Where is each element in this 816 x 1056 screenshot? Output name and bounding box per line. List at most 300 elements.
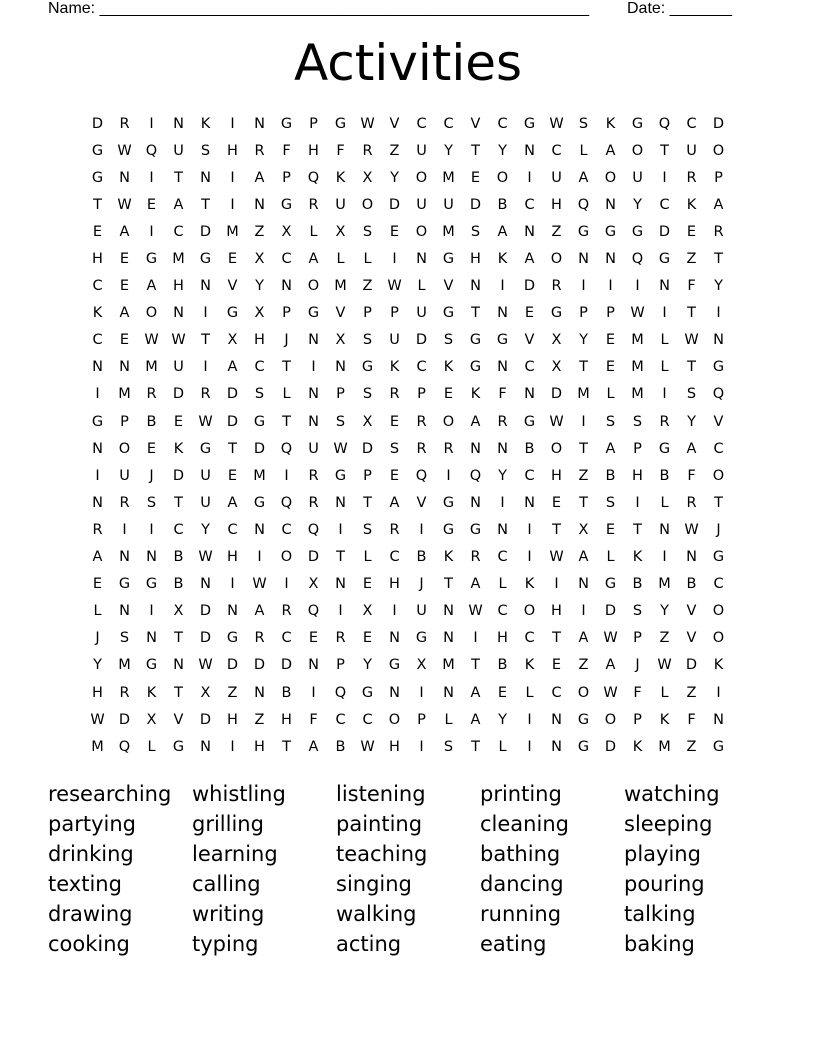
grid-letter[interactable]: D [172, 386, 185, 403]
grid-letter[interactable]: H [389, 576, 400, 593]
grid-letter[interactable]: G [91, 169, 104, 186]
grid-letter[interactable]: S [362, 386, 373, 403]
grid-letter[interactable]: C [281, 630, 292, 647]
grid-letter[interactable]: K [686, 196, 697, 213]
grid-letter[interactable]: G [172, 738, 185, 755]
grid-letter[interactable]: U [416, 142, 427, 159]
grid-letter[interactable]: G [604, 223, 617, 240]
grid-letter[interactable]: X [335, 223, 346, 240]
grid-letter[interactable]: I [527, 521, 532, 538]
grid-letter[interactable]: R [686, 494, 697, 511]
grid-letter[interactable]: H [227, 711, 238, 728]
grid-letter[interactable]: N [308, 657, 319, 674]
grid-letter[interactable]: D [199, 603, 212, 620]
grid-letter[interactable]: Z [551, 223, 562, 240]
grid-letter[interactable]: I [311, 684, 316, 701]
grid-letter[interactable]: Z [578, 467, 589, 484]
grid-letter[interactable]: S [686, 386, 697, 403]
grid-letter[interactable]: I [473, 630, 478, 647]
grid-letter[interactable]: B [173, 576, 184, 593]
grid-letter[interactable]: I [203, 305, 208, 322]
grid-letter[interactable]: D [226, 386, 239, 403]
grid-letter[interactable]: E [686, 223, 697, 240]
grid-letter[interactable]: T [579, 494, 588, 511]
grid-letter[interactable]: O [712, 630, 725, 647]
grid-letter[interactable]: I [581, 603, 586, 620]
grid-letter[interactable]: I [230, 115, 235, 132]
grid-letter[interactable]: D [388, 196, 401, 213]
grid-letter[interactable]: T [174, 169, 183, 186]
grid-letter[interactable]: G [388, 657, 401, 674]
grid-letter[interactable]: N [200, 169, 211, 186]
grid-letter[interactable]: P [309, 115, 318, 132]
grid-letter[interactable]: A [119, 305, 130, 322]
grid-letter[interactable]: I [230, 169, 235, 186]
grid-letter[interactable]: Q [280, 440, 293, 457]
grid-letter[interactable]: M [631, 332, 644, 349]
grid-letter[interactable]: D [226, 413, 239, 430]
grid-letter[interactable]: P [363, 467, 372, 484]
grid-letter[interactable]: G [253, 494, 266, 511]
grid-letter[interactable]: E [362, 630, 373, 647]
grid-letter[interactable]: C [686, 115, 697, 132]
grid-letter[interactable]: R [686, 169, 697, 186]
grid-letter[interactable]: B [281, 684, 292, 701]
grid-letter[interactable]: X [227, 332, 238, 349]
grid-letter[interactable]: N [524, 223, 535, 240]
grid-letter[interactable]: B [146, 413, 157, 430]
grid-letter[interactable]: Q [712, 386, 725, 403]
grid-letter[interactable]: I [527, 711, 532, 728]
grid-letter[interactable]: S [362, 223, 373, 240]
grid-letter[interactable]: J [635, 657, 640, 674]
grid-letter[interactable]: R [659, 413, 670, 430]
grid-letter[interactable]: O [118, 440, 131, 457]
grid-letter[interactable]: O [550, 251, 563, 268]
grid-letter[interactable]: W [90, 711, 105, 728]
grid-letter[interactable]: Q [307, 169, 320, 186]
grid-letter[interactable]: K [524, 657, 535, 674]
grid-letter[interactable]: S [200, 142, 211, 159]
grid-letter[interactable]: S [254, 386, 265, 403]
grid-letter[interactable]: P [633, 630, 642, 647]
grid-letter[interactable]: K [335, 169, 346, 186]
grid-letter[interactable]: X [173, 603, 184, 620]
grid-letter[interactable]: Z [659, 630, 670, 647]
grid-letter[interactable]: Z [578, 657, 589, 674]
grid-letter[interactable]: N [497, 440, 508, 457]
grid-letter[interactable]: M [91, 738, 104, 755]
grid-letter[interactable]: F [309, 711, 318, 728]
grid-letter[interactable]: W [333, 440, 348, 457]
grid-letter[interactable]: L [93, 603, 102, 620]
grid-letter[interactable]: I [149, 223, 154, 240]
grid-letter[interactable]: T [660, 142, 669, 159]
grid-letter[interactable]: W [387, 278, 402, 295]
grid-letter[interactable]: U [200, 494, 211, 511]
grid-letter[interactable]: D [361, 440, 374, 457]
grid-letter[interactable]: V [389, 115, 400, 132]
grid-letter[interactable]: N [443, 684, 454, 701]
grid-letter[interactable]: L [417, 278, 426, 295]
grid-letter[interactable]: H [173, 278, 184, 295]
grid-letter[interactable]: H [551, 196, 562, 213]
grid-letter[interactable]: Y [201, 521, 210, 538]
grid-letter[interactable]: A [713, 196, 724, 213]
grid-letter[interactable]: R [551, 278, 562, 295]
grid-letter[interactable]: Y [714, 278, 723, 295]
grid-letter[interactable]: M [226, 223, 239, 240]
grid-letter[interactable]: X [335, 332, 346, 349]
grid-letter[interactable]: N [200, 278, 211, 295]
grid-letter[interactable]: N [578, 251, 589, 268]
grid-letter[interactable]: N [119, 169, 130, 186]
grid-letter[interactable]: I [662, 549, 667, 566]
grid-letter[interactable]: U [632, 169, 643, 186]
grid-letter[interactable]: I [527, 738, 532, 755]
grid-letter[interactable]: A [470, 576, 481, 593]
grid-letter[interactable]: Y [579, 332, 588, 349]
grid-letter[interactable]: K [173, 440, 184, 457]
grid-letter[interactable]: N [173, 115, 184, 132]
grid-letter[interactable]: K [659, 711, 670, 728]
grid-letter[interactable]: Y [498, 142, 507, 159]
grid-letter[interactable]: I [338, 521, 343, 538]
grid-letter[interactable]: R [497, 413, 508, 430]
grid-letter[interactable]: M [145, 359, 158, 376]
grid-letter[interactable]: G [280, 196, 293, 213]
grid-letter[interactable]: H [227, 549, 238, 566]
grid-letter[interactable]: I [149, 115, 154, 132]
grid-letter[interactable]: L [498, 576, 507, 593]
grid-letter[interactable]: B [335, 738, 346, 755]
grid-letter[interactable]: C [416, 115, 427, 132]
grid-letter[interactable]: P [714, 169, 723, 186]
grid-letter[interactable]: D [172, 467, 185, 484]
grid-letter[interactable]: I [662, 169, 667, 186]
grid-letter[interactable]: I [527, 169, 532, 186]
grid-letter[interactable]: E [146, 196, 157, 213]
grid-letter[interactable]: A [389, 494, 400, 511]
grid-letter[interactable]: W [549, 413, 564, 430]
grid-letter[interactable]: M [172, 251, 185, 268]
grid-letter[interactable]: T [687, 305, 696, 322]
grid-letter[interactable]: C [335, 711, 346, 728]
grid-letter[interactable]: T [174, 494, 183, 511]
grid-letter[interactable]: D [253, 657, 266, 674]
grid-letter[interactable]: V [173, 711, 184, 728]
grid-letter[interactable]: T [714, 494, 723, 511]
grid-letter[interactable]: B [605, 467, 616, 484]
grid-letter[interactable]: Y [444, 142, 453, 159]
grid-letter[interactable]: W [117, 142, 132, 159]
grid-letter[interactable]: M [334, 278, 347, 295]
grid-letter[interactable]: D [658, 223, 671, 240]
grid-letter[interactable]: M [118, 657, 131, 674]
grid-letter[interactable]: I [95, 467, 100, 484]
grid-letter[interactable]: T [228, 440, 237, 457]
grid-letter[interactable]: I [257, 549, 262, 566]
grid-letter[interactable]: X [551, 359, 562, 376]
grid-letter[interactable]: N [308, 386, 319, 403]
grid-letter[interactable]: A [254, 169, 265, 186]
grid-letter[interactable]: O [442, 413, 455, 430]
grid-letter[interactable]: L [660, 332, 669, 349]
grid-letter[interactable]: D [604, 738, 617, 755]
grid-letter[interactable]: T [579, 440, 588, 457]
grid-letter[interactable]: I [716, 305, 721, 322]
grid-letter[interactable]: X [362, 169, 373, 186]
grid-letter[interactable]: V [524, 332, 535, 349]
grid-letter[interactable]: I [311, 359, 316, 376]
grid-letter[interactable]: N [389, 684, 400, 701]
grid-letter[interactable]: W [198, 413, 213, 430]
grid-letter[interactable]: A [578, 169, 589, 186]
grid-letter[interactable]: C [497, 549, 508, 566]
grid-letter[interactable]: P [633, 711, 642, 728]
grid-letter[interactable]: N [119, 549, 130, 566]
grid-letter[interactable]: C [416, 359, 427, 376]
grid-letter[interactable]: D [280, 657, 293, 674]
grid-letter[interactable]: A [497, 223, 508, 240]
grid-letter[interactable]: M [442, 657, 455, 674]
grid-letter[interactable]: B [686, 576, 697, 593]
grid-letter[interactable]: W [360, 738, 375, 755]
grid-letter[interactable]: P [390, 305, 399, 322]
grid-letter[interactable]: E [119, 332, 130, 349]
grid-letter[interactable]: W [603, 684, 618, 701]
grid-letter[interactable]: O [496, 169, 509, 186]
grid-letter[interactable]: D [118, 711, 131, 728]
grid-letter[interactable]: A [605, 657, 616, 674]
grid-letter[interactable]: N [200, 738, 211, 755]
grid-letter[interactable]: G [631, 223, 644, 240]
grid-letter[interactable]: E [497, 684, 508, 701]
grid-letter[interactable]: K [443, 359, 454, 376]
grid-letter[interactable]: E [92, 576, 103, 593]
grid-letter[interactable]: P [120, 413, 129, 430]
grid-letter[interactable]: W [549, 549, 564, 566]
grid-letter[interactable]: N [470, 278, 481, 295]
grid-letter[interactable]: D [415, 332, 428, 349]
grid-letter[interactable]: I [284, 576, 289, 593]
grid-letter[interactable]: H [92, 251, 103, 268]
grid-letter[interactable]: T [471, 738, 480, 755]
grid-letter[interactable]: N [686, 549, 697, 566]
grid-letter[interactable]: C [551, 684, 562, 701]
grid-letter[interactable]: R [443, 440, 454, 457]
grid-letter[interactable]: N [254, 196, 265, 213]
grid-letter[interactable]: Q [145, 142, 158, 159]
grid-letter[interactable]: L [525, 684, 534, 701]
grid-letter[interactable]: K [632, 549, 643, 566]
grid-letter[interactable]: I [662, 305, 667, 322]
grid-letter[interactable]: G [469, 332, 482, 349]
grid-letter[interactable]: A [308, 738, 319, 755]
grid-letter[interactable]: S [362, 521, 373, 538]
grid-letter[interactable]: G [469, 521, 482, 538]
grid-letter[interactable]: M [658, 738, 671, 755]
grid-letter[interactable]: R [119, 115, 130, 132]
grid-letter[interactable]: L [660, 684, 669, 701]
grid-letter[interactable]: R [254, 142, 265, 159]
grid-letter[interactable]: A [470, 413, 481, 430]
grid-letter[interactable]: J [284, 332, 289, 349]
grid-letter[interactable]: I [500, 494, 505, 511]
grid-letter[interactable]: K [605, 115, 616, 132]
grid-letter[interactable]: R [389, 521, 400, 538]
grid-letter[interactable]: X [578, 521, 589, 538]
grid-letter[interactable]: I [203, 359, 208, 376]
grid-letter[interactable]: D [199, 223, 212, 240]
grid-letter[interactable]: G [199, 440, 212, 457]
grid-letter[interactable]: E [362, 576, 373, 593]
grid-letter[interactable]: L [660, 359, 669, 376]
grid-letter[interactable]: O [415, 169, 428, 186]
grid-letter[interactable]: U [335, 196, 346, 213]
grid-letter[interactable]: P [417, 386, 426, 403]
grid-letter[interactable]: A [227, 494, 238, 511]
grid-letter[interactable]: B [632, 576, 643, 593]
grid-letter[interactable]: F [498, 386, 507, 403]
grid-letter[interactable]: F [687, 278, 696, 295]
grid-letter[interactable]: F [336, 142, 345, 159]
grid-letter[interactable]: F [687, 711, 696, 728]
grid-letter[interactable]: T [444, 576, 453, 593]
grid-letter[interactable]: I [338, 603, 343, 620]
grid-letter[interactable]: N [227, 603, 238, 620]
grid-letter[interactable]: J [419, 576, 424, 593]
grid-letter[interactable]: D [712, 115, 725, 132]
grid-letter[interactable]: O [631, 142, 644, 159]
grid-letter[interactable]: C [227, 521, 238, 538]
grid-letter[interactable]: G [334, 115, 347, 132]
grid-letter[interactable]: Z [389, 142, 400, 159]
grid-letter[interactable]: A [146, 278, 157, 295]
grid-letter[interactable]: R [416, 440, 427, 457]
grid-letter[interactable]: X [281, 223, 292, 240]
grid-letter[interactable]: S [119, 630, 130, 647]
grid-letter[interactable]: G [145, 576, 158, 593]
grid-letter[interactable]: Q [631, 251, 644, 268]
grid-letter[interactable]: N [254, 684, 265, 701]
grid-letter[interactable]: Z [686, 251, 697, 268]
grid-letter[interactable]: I [446, 467, 451, 484]
grid-letter[interactable]: G [199, 251, 212, 268]
grid-letter[interactable]: V [443, 278, 454, 295]
grid-letter[interactable]: A [173, 196, 184, 213]
grid-letter[interactable]: E [605, 521, 616, 538]
grid-letter[interactable]: Z [227, 684, 238, 701]
grid-letter[interactable]: C [362, 711, 373, 728]
grid-letter[interactable]: P [363, 305, 372, 322]
grid-letter[interactable]: O [388, 711, 401, 728]
grid-letter[interactable]: N [200, 576, 211, 593]
grid-letter[interactable]: T [93, 196, 102, 213]
grid-letter[interactable]: D [253, 440, 266, 457]
grid-letter[interactable]: T [633, 521, 642, 538]
grid-letter[interactable]: F [687, 467, 696, 484]
grid-letter[interactable]: I [419, 521, 424, 538]
grid-letter[interactable]: U [416, 305, 427, 322]
grid-letter[interactable]: C [551, 142, 562, 159]
grid-letter[interactable]: S [335, 413, 346, 430]
grid-letter[interactable]: G [550, 305, 563, 322]
grid-letter[interactable]: D [226, 657, 239, 674]
grid-letter[interactable]: M [253, 467, 266, 484]
grid-letter[interactable]: I [581, 413, 586, 430]
grid-letter[interactable]: S [362, 332, 373, 349]
grid-letter[interactable]: Z [254, 223, 265, 240]
grid-letter[interactable]: I [230, 738, 235, 755]
grid-letter[interactable]: H [470, 251, 481, 268]
grid-letter[interactable]: U [389, 332, 400, 349]
grid-letter[interactable]: H [92, 684, 103, 701]
grid-letter[interactable]: R [119, 494, 130, 511]
grid-letter[interactable]: K [92, 305, 103, 322]
grid-letter[interactable]: G [604, 576, 617, 593]
grid-letter[interactable]: R [713, 223, 724, 240]
grid-letter[interactable]: Q [658, 115, 671, 132]
grid-letter[interactable]: E [389, 223, 400, 240]
grid-letter[interactable]: N [389, 630, 400, 647]
grid-letter[interactable]: I [392, 251, 397, 268]
grid-letter[interactable]: T [201, 196, 210, 213]
grid-letter[interactable]: Z [254, 711, 265, 728]
grid-letter[interactable]: R [335, 630, 346, 647]
grid-letter[interactable]: L [309, 223, 318, 240]
grid-letter[interactable]: A [470, 684, 481, 701]
grid-letter[interactable]: L [363, 251, 372, 268]
grid-letter[interactable]: I [554, 576, 559, 593]
grid-letter[interactable]: R [416, 413, 427, 430]
grid-letter[interactable]: E [227, 251, 238, 268]
grid-letter[interactable]: V [470, 115, 481, 132]
grid-letter[interactable]: N [578, 576, 589, 593]
grid-letter[interactable]: J [716, 521, 721, 538]
grid-letter[interactable]: B [524, 440, 535, 457]
grid-letter[interactable]: I [527, 549, 532, 566]
grid-letter[interactable]: G [523, 413, 536, 430]
grid-letter[interactable]: G [253, 413, 266, 430]
grid-letter[interactable]: B [416, 549, 427, 566]
grid-letter[interactable]: N [335, 576, 346, 593]
grid-letter[interactable]: E [389, 467, 400, 484]
grid-letter[interactable]: T [552, 630, 561, 647]
grid-letter[interactable]: O [415, 223, 428, 240]
grid-letter[interactable]: I [716, 684, 721, 701]
grid-letter[interactable]: X [146, 711, 157, 728]
grid-letter[interactable]: E [443, 386, 454, 403]
grid-letter[interactable]: T [336, 549, 345, 566]
grid-letter[interactable]: G [91, 413, 104, 430]
grid-letter[interactable]: N [92, 440, 103, 457]
grid-letter[interactable]: G [523, 115, 536, 132]
grid-letter[interactable]: P [336, 386, 345, 403]
grid-letter[interactable]: T [471, 657, 480, 674]
grid-letter[interactable]: S [632, 603, 643, 620]
grid-letter[interactable]: M [658, 576, 671, 593]
grid-letter[interactable]: R [254, 630, 265, 647]
grid-letter[interactable]: Q [334, 684, 347, 701]
grid-letter[interactable]: R [200, 386, 211, 403]
grid-letter[interactable]: H [308, 142, 319, 159]
grid-letter[interactable]: W [684, 521, 699, 538]
grid-letter[interactable]: E [551, 494, 562, 511]
grid-letter[interactable]: N [551, 711, 562, 728]
grid-letter[interactable]: H [632, 467, 643, 484]
grid-letter[interactable]: L [606, 549, 615, 566]
